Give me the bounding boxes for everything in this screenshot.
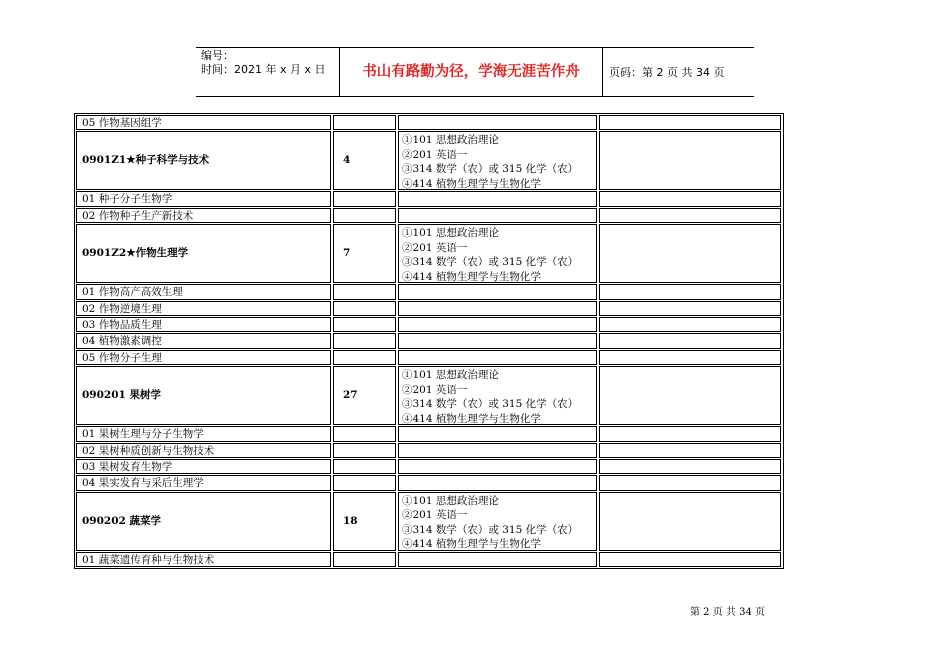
cell-remarks [599, 317, 781, 332]
cell-direction [76, 475, 331, 490]
cell-remarks [599, 224, 781, 283]
enrollment-count: 7 [343, 247, 351, 260]
cell-exam-subjects [398, 459, 597, 474]
direction-name: 04 果实发育与采后生理学 [82, 477, 204, 490]
cell-exam-subjects [398, 191, 597, 206]
direction-name: 01 种子分子生物学 [82, 193, 173, 206]
cell-count [333, 350, 396, 365]
cell-exam-subjects [398, 350, 597, 365]
cell-exam-subjects [398, 475, 597, 490]
direction-name: 0901Z2★作物生理学 [82, 247, 189, 260]
cell-remarks [599, 115, 781, 130]
exam-subject: ①101 思想政治理论 [402, 369, 499, 382]
cell-count [333, 366, 396, 425]
cell-direction [76, 208, 331, 223]
cell-count [333, 426, 396, 441]
exam-subject: ④414 植物生理学与生物化学 [402, 270, 541, 283]
cell-direction [76, 552, 331, 567]
cell-exam-subjects [398, 492, 597, 551]
cell-count [333, 492, 396, 551]
direction-name: 02 作物种子生产新技术 [82, 209, 194, 222]
cell-direction [76, 492, 331, 551]
cell-direction [76, 426, 331, 441]
cell-remarks [599, 426, 781, 441]
direction-name: 03 作物品质生理 [82, 319, 162, 331]
cell-exam-subjects [398, 366, 597, 425]
cell-count [333, 301, 396, 316]
cell-direction [76, 284, 331, 299]
direction-name: 01 作物高产高效生理 [82, 286, 183, 299]
cell-remarks [599, 552, 781, 567]
cell-count [333, 208, 396, 223]
header-bottom-rule [196, 96, 754, 97]
page-label: 页码：第 2 页 共 34 页 [609, 66, 725, 79]
direction-name: 03 果树发育生物学 [82, 461, 173, 473]
cell-direction [76, 301, 331, 316]
cell-exam-subjects [398, 426, 597, 441]
cell-direction [76, 317, 331, 332]
cell-exam-subjects [398, 301, 597, 316]
cell-remarks [599, 475, 781, 490]
exam-subject: ②201 英语一 [402, 241, 468, 254]
exam-subject: ①101 思想政治理论 [402, 494, 499, 507]
direction-name: 02 作物逆境生理 [82, 302, 162, 315]
cell-remarks [599, 131, 781, 190]
cell-count [333, 224, 396, 283]
exam-subject: ③314 数学（农）或 315 化学（农） [402, 398, 579, 411]
motto: 书山有路勤为径，学海无涯苦作舟 [362, 64, 580, 80]
direction-name: 05 作物基因组学 [82, 117, 162, 129]
cell-direction [76, 333, 331, 348]
direction-name: 090201 果树学 [82, 389, 161, 402]
exam-subject: ②201 英语一 [402, 383, 468, 396]
cell-direction [76, 131, 331, 190]
cell-remarks [599, 191, 781, 206]
cell-direction [76, 366, 331, 425]
cell-direction [76, 191, 331, 206]
cell-remarks [599, 208, 781, 223]
cell-direction [76, 350, 331, 365]
header-divider-right [602, 47, 603, 97]
cell-remarks [599, 333, 781, 348]
cell-count [333, 459, 396, 474]
cell-count [333, 333, 396, 348]
enrollment-count: 18 [343, 514, 358, 527]
cell-remarks [599, 301, 781, 316]
exam-subject: ④414 植物生理学与生物化学 [402, 177, 541, 190]
exam-subject: ④414 植物生理学与生物化学 [402, 412, 541, 425]
exam-subject: ③314 数学（农）或 315 化学（农） [402, 256, 579, 269]
cell-remarks [599, 459, 781, 474]
cell-remarks [599, 350, 781, 365]
cell-count [333, 443, 396, 458]
cell-exam-subjects [398, 224, 597, 283]
cell-remarks [599, 492, 781, 551]
direction-name: 05 作物分子生理 [82, 351, 162, 364]
exam-subject: ①101 思想政治理论 [402, 134, 499, 147]
cell-exam-subjects [398, 333, 597, 348]
cell-direction [76, 443, 331, 458]
cell-count [333, 115, 396, 130]
exam-subject: ②201 英语一 [402, 148, 468, 161]
cell-direction [76, 224, 331, 283]
page-footer: 第 2 页 共 34 页 [690, 607, 765, 618]
cell-count [333, 191, 396, 206]
direction-name: 0901Z1★种子科学与技术 [82, 154, 210, 167]
time-label: 时间：2021 年 x 月 x 日 [201, 63, 326, 76]
cell-count [333, 475, 396, 490]
cell-remarks [599, 284, 781, 299]
cell-count [333, 284, 396, 299]
direction-name: 02 果树种质创新与生物技术 [82, 444, 215, 457]
cell-exam-subjects [398, 552, 597, 567]
cell-exam-subjects [398, 208, 597, 223]
cell-exam-subjects [398, 443, 597, 458]
exam-subject: ①101 思想政治理论 [402, 227, 499, 240]
direction-name: 01 蔬菜遗传育种与生物技术 [82, 553, 215, 566]
cell-exam-subjects [398, 284, 597, 299]
cell-count [333, 131, 396, 190]
direction-name: 04 植物激素调控 [82, 335, 162, 348]
enrollment-table [74, 113, 784, 569]
cell-exam-subjects [398, 317, 597, 332]
direction-name: 01 果树生理与分子生物学 [82, 428, 204, 441]
exam-subject: ②201 英语一 [402, 509, 468, 522]
cell-direction [76, 115, 331, 130]
enrollment-count: 4 [343, 154, 351, 167]
exam-subject: ③314 数学（农）或 315 化学（农） [402, 163, 579, 176]
cell-direction [76, 459, 331, 474]
enrollment-count: 27 [343, 389, 358, 402]
exam-subject: ③314 数学（农）或 315 化学（农） [402, 523, 579, 536]
cell-exam-subjects [398, 131, 597, 190]
header-top-rule [196, 47, 754, 48]
cell-count [333, 552, 396, 567]
serial-label: 编号： [201, 49, 234, 62]
exam-subject: ④414 植物生理学与生物化学 [402, 538, 541, 551]
cell-count [333, 317, 396, 332]
cell-remarks [599, 443, 781, 458]
cell-exam-subjects [398, 115, 597, 130]
direction-name: 090202 蔬菜学 [82, 514, 161, 527]
cell-remarks [599, 366, 781, 425]
